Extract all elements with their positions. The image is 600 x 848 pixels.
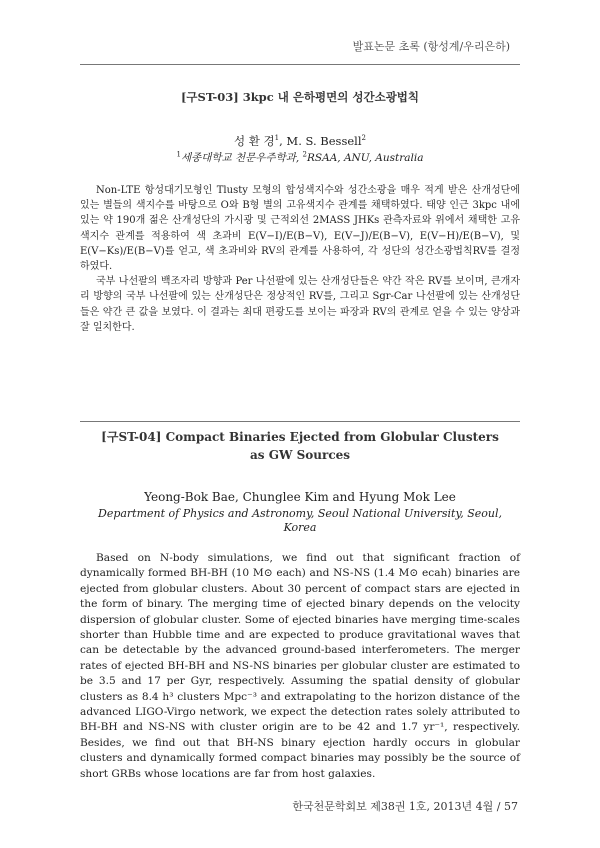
abstract-title: [구ST-03] 3kpc 내 은하평면의 성간소광법칙 [180,90,420,104]
author-name: M. S. Bessell [286,134,362,148]
author-list: Yeong-Bok Bae, Chunglee Kim and Hyung Mok Lee [144,490,456,504]
section-rule [80,421,520,422]
affiliation: Department of Physics and Astronomy, Seoul National University, Seoul, Korea [98,507,502,534]
affil-text: RSAA, ANU, Australia [307,152,424,164]
title-line: as GW Sources [249,448,351,462]
paragraph: Based on N-body simulations, we find out that significant fraction of dynamically formed BH-BH (10 M⊙ each) and NS-NS (1.4 M⊙ ecah) binaries are ejected from globular clusters. About 30 percent of compact stars are ejected in the form of binary. The merging time of ejected binary depends on the velocity dispersion of globular cluster. Some of ejected binaries have merging time-scales shorter than Hubble time and are expected to produce gravitational waves that can be detectable by the advanced ground-based interferometers. The merger rates of ejected BH-BH and NS-NS binaries per globular cluster are estimated to be 3.5 and 17 per Gyr, respectively. Assuming the spatial density of globular clusters as 8.4 h³ clusters Mpc⁻³ and extrapolating to the horizon distance of the advanced LIGO-Virgo network, we expect the detection rates solely attributed to BH-BH and NS-NS with cluster origin are to be 42 and 1.7 yr⁻¹, respectively. Besides, we find out that BH-NS binary ejection hardly occurs in globular clusters and dynamically formed compact binaries may possibly be the source of short GRBs whose locations are far from host galaxies. [80,552,520,780]
paragraph: Non-LTE 항성대기모형인 Tlusty 모형의 합성색지수와 성간소광을 매우 적게 받은 산개성단에 있는 별들의 색지수를 바탕으로 O와 B형 별의 고유색지수 관계를 채택하였다. 태양 인근 3kpc 내에 있는 약 190개 젊은 산개성단의 가시광 및 근적외선 2MASS JHKs 관측자료와 위에서 채택한 고유 색지수 관계를 적용하여 색 초과비 E(V−I)/E(B−V), E(V−J)/E(B−V), E(V−H)/E(B−V), 및 E(V−Ks)/E(B−V)를 얻고, 색 초과비와 RV의 관계를 사용하여, 각 성단의 성간소광법칙RV를 결정하였다. [80,185,520,273]
header-rule [80,64,520,65]
author-name: 성 환 경 [234,134,275,148]
affil-sup: 2 [302,150,308,159]
running-head: 발표논문 초록 (항성계/우리은하) [352,40,510,53]
affil-text: 세종대학교 천문우주학과, [180,152,303,164]
abstract-body [80,183,520,335]
abstract-body [80,551,520,782]
author-sup: 1 [274,134,280,143]
abstract-st04 [80,428,520,782]
affiliation [80,151,520,165]
affil-sup: 1 [176,150,181,159]
page-footer: 한국천문학회보 제38권 1호, 2013년 4월 / 57 [292,800,518,813]
abstract-st03 [80,88,520,335]
paragraph: 국부 나선팔의 백조자리 방향과 Per 나선팔에 있는 산개성단들은 약간 작은 RV를 보이며, 큰개자리 방향의 국부 나선팔에 있는 산개성단은 정상적인 RV를, 그리고 Sgr-Car 나선팔에 있는 산개성단들은 약간 큰 값을 보였다. 이 결과는 최대 편광도를 보이는 파장과 RV의 관계로 얻을 수 있는 양상과 잘 일치한다. [80,276,520,333]
abstract-title [80,428,520,464]
author-list: 성 환 경$^1$, M. S. Bessell$^2$ [234,134,366,148]
author-sup: 2 [361,134,366,143]
title-line: [구ST-04] Compact Binaries Ejected from Globular Clusters [101,430,499,444]
